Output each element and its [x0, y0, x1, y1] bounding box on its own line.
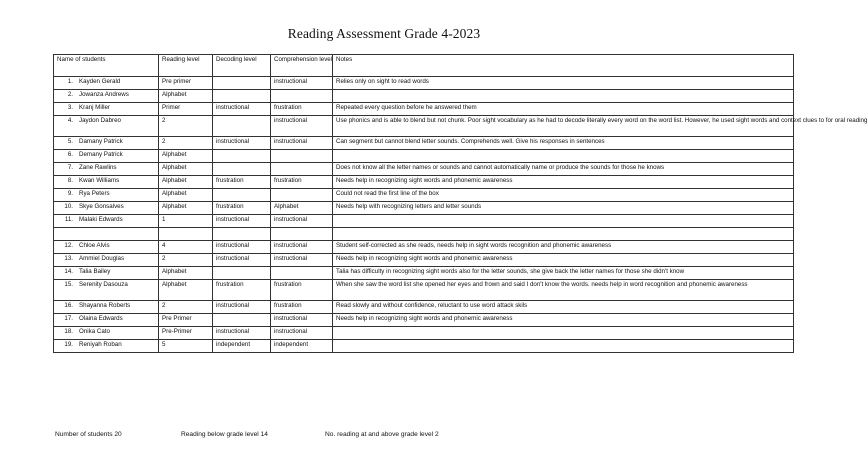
- row-number: 4.: [67, 117, 73, 124]
- student-name-cell: [54, 189, 159, 202]
- header-notes: Notes: [333, 55, 794, 77]
- row-number: 11.: [64, 216, 73, 223]
- student-name-cell: [54, 228, 159, 241]
- notes-cell: Read slowly and without confidence, reluctant to use word attack skils: [333, 301, 794, 314]
- decoding-level-cell: [213, 228, 271, 241]
- comprehension-level-cell: instructional: [271, 116, 333, 137]
- notes-cell: Could not read the first line of the box: [333, 189, 794, 202]
- decoding-level-cell: instructional: [213, 254, 271, 267]
- reading-level-cell: 4: [159, 241, 213, 254]
- notes-cell: Does not know all the letter names or sounds and cannot automatically name or produce the sounds for those he knows: [333, 163, 794, 176]
- row-number: 5.: [67, 138, 73, 145]
- student-name: Zane Rawlins: [79, 164, 117, 171]
- table-row: [54, 254, 794, 267]
- decoding-level-cell: [213, 189, 271, 202]
- header-reading-level: Reading level: [159, 55, 213, 77]
- student-name-cell: [54, 77, 159, 90]
- student-name: Kwan Williams: [79, 177, 120, 184]
- reading-level-cell: 5: [159, 340, 213, 353]
- table-row: [54, 215, 794, 228]
- notes-cell: Needs help in recognizing sight words and phonemic awareness: [333, 254, 794, 267]
- student-name: Skye Gonsalves: [79, 203, 124, 210]
- student-name: Onika Cato: [79, 328, 110, 335]
- student-name-cell: [54, 301, 159, 314]
- student-name: Damany Patrick: [79, 138, 123, 145]
- decoding-level-cell: [213, 77, 271, 90]
- table-row: [54, 150, 794, 163]
- notes-cell: Repeated every question before he answered them: [333, 103, 794, 116]
- comprehension-level-cell: [271, 150, 333, 163]
- table-row: [54, 314, 794, 327]
- row-number: 12.: [64, 242, 73, 249]
- row-number: 15.: [64, 281, 73, 288]
- student-name-cell: [54, 314, 159, 327]
- reading-level-cell: Alphabet: [159, 150, 213, 163]
- row-number: 17.: [64, 315, 73, 322]
- comprehension-level-cell: instructional: [271, 137, 333, 150]
- student-name: Ammiel Douglas: [79, 255, 125, 262]
- decoding-level-cell: [213, 267, 271, 280]
- table-row: [54, 103, 794, 116]
- row-number: 3.: [67, 104, 73, 111]
- student-name: Malaki Edwards: [79, 216, 123, 223]
- comprehension-level-cell: frustration: [271, 176, 333, 189]
- notes-cell: Can segment but cannot blend letter sounds. Comprehends well. Give his responses in sentences: [333, 137, 794, 150]
- comprehension-level-cell: instructional: [271, 314, 333, 327]
- reading-level-cell: Alphabet: [159, 202, 213, 215]
- row-number: 16.: [64, 302, 73, 309]
- student-name-cell: [54, 215, 159, 228]
- decoding-level-cell: frustration: [213, 202, 271, 215]
- student-name-cell: [54, 202, 159, 215]
- notes-cell: [333, 90, 794, 103]
- student-name-cell: [54, 116, 159, 137]
- student-name: Jaydon Dabreo: [79, 117, 121, 124]
- comprehension-level-cell: instructional: [271, 241, 333, 254]
- decoding-level-cell: frustration: [213, 280, 271, 301]
- notes-cell: When she saw the word list she opened her eyes and frown and said I don't know the words. needs help in word recognition and phonemic awareness: [333, 280, 794, 301]
- comprehension-level-cell: frustration: [271, 301, 333, 314]
- notes-cell: [333, 150, 794, 163]
- row-number: 19.: [64, 341, 73, 348]
- row-number: 1.: [67, 78, 73, 85]
- reading-level-cell: 2: [159, 137, 213, 150]
- decoding-level-cell: [213, 314, 271, 327]
- reading-level-cell: [159, 228, 213, 241]
- reading-level-cell: Pre-Primer: [159, 327, 213, 340]
- reading-level-cell: 2: [159, 301, 213, 314]
- table-row: [54, 280, 794, 301]
- comprehension-level-cell: frustration: [271, 280, 333, 301]
- header-comprehension-level: Comprehension level: [271, 55, 333, 77]
- reading-level-cell: Alphabet: [159, 90, 213, 103]
- row-number: 8.: [67, 177, 73, 184]
- table-row: [54, 90, 794, 103]
- student-name: Rya Peters: [79, 190, 110, 197]
- decoding-level-cell: frustration: [213, 176, 271, 189]
- row-number: 2.: [67, 91, 73, 98]
- table-row: [54, 163, 794, 176]
- student-name-cell: [54, 327, 159, 340]
- student-name-cell: [54, 103, 159, 116]
- document-title: Reading Assessment Grade 4-2023: [287, 26, 481, 41]
- comprehension-level-cell: [271, 189, 333, 202]
- student-name-cell: [54, 90, 159, 103]
- comprehension-level-cell: [271, 163, 333, 176]
- reading-level-cell: Alphabet: [159, 163, 213, 176]
- student-name-cell: [54, 176, 159, 189]
- reading-level-cell: Alphabet: [159, 189, 213, 202]
- student-name: Reniyah Roban: [79, 341, 122, 348]
- footer-student-count: Number of students 20: [55, 431, 122, 438]
- notes-cell: Relies only on sight to read words: [333, 77, 794, 90]
- table-header-row: [54, 55, 794, 77]
- table-row: [54, 340, 794, 353]
- notes-cell: Needs help with recognizing letters and letter sounds: [333, 202, 794, 215]
- decoding-level-cell: [213, 150, 271, 163]
- assessment-table: [53, 54, 867, 353]
- student-name: Jowanza Andrews: [79, 91, 129, 98]
- decoding-level-cell: [213, 90, 271, 103]
- decoding-level-cell: instructional: [213, 103, 271, 116]
- reading-level-cell: Alphabet: [159, 267, 213, 280]
- notes-cell: Needs help in recognizing sight words and phonemic awareness: [333, 176, 794, 189]
- row-number: 6.: [67, 151, 73, 158]
- student-name-cell: [54, 280, 159, 301]
- notes-cell: [333, 340, 794, 353]
- student-name: Chloe Alvis: [79, 242, 110, 249]
- student-name: Serenity Dasouza: [79, 281, 128, 288]
- comprehension-level-cell: instructional: [271, 215, 333, 228]
- notes-cell: Student self-corrected as she reads, needs help in sight words recognition and phonemic awareness: [333, 241, 794, 254]
- student-name: Demany Patrick: [79, 151, 123, 158]
- row-number: 7.: [67, 164, 73, 171]
- decoding-level-cell: independent: [213, 340, 271, 353]
- table-row: [54, 176, 794, 189]
- decoding-level-cell: instructional: [213, 301, 271, 314]
- notes-cell: [333, 215, 794, 228]
- student-name-cell: [54, 267, 159, 280]
- comprehension-level-cell: [271, 90, 333, 103]
- comprehension-level-cell: instructional: [271, 254, 333, 267]
- row-number: 9.: [67, 190, 73, 197]
- notes-cell: [333, 228, 794, 241]
- table-row: [54, 241, 794, 254]
- reading-level-cell: Pre primer: [159, 77, 213, 90]
- header-decoding-level: Decoding level: [213, 55, 271, 77]
- table-row: [54, 189, 794, 202]
- table-row: [54, 267, 794, 280]
- comprehension-level-cell: frustration: [271, 103, 333, 116]
- student-name-cell: [54, 254, 159, 267]
- student-name: Olaina Edwards: [79, 315, 123, 322]
- student-name-cell: [54, 137, 159, 150]
- notes-cell: Needs help in recognizing sight words and phonemic awareness: [333, 314, 794, 327]
- header-name: Name of students: [54, 55, 159, 77]
- student-name: Kayden Gerald: [79, 78, 121, 85]
- decoding-level-cell: instructional: [213, 137, 271, 150]
- comprehension-level-cell: [271, 267, 333, 280]
- table-row: [54, 116, 794, 137]
- student-name-cell: [54, 241, 159, 254]
- student-name: Kranj Miller: [79, 104, 110, 111]
- decoding-level-cell: [213, 116, 271, 137]
- row-number: 18.: [64, 328, 73, 335]
- table-row: [54, 137, 794, 150]
- comprehension-level-cell: independent: [271, 340, 333, 353]
- student-name: Shayanna Roberts: [79, 302, 131, 309]
- decoding-level-cell: instructional: [213, 215, 271, 228]
- notes-cell: [333, 327, 794, 340]
- reading-level-cell: 1: [159, 215, 213, 228]
- student-name-cell: [54, 150, 159, 163]
- reading-level-cell: Pre Primer: [159, 314, 213, 327]
- notes-cell: Use phonics and is able to blend but not chunk. Poor sight vocabulary as he had to decode literally every word on the word list. However, he used sight words and context clues to for oral reading: [333, 116, 794, 137]
- reading-level-cell: Alphabet: [159, 280, 213, 301]
- table-row: [54, 202, 794, 215]
- table-row: [54, 301, 794, 314]
- row-number: 14.: [64, 268, 73, 275]
- decoding-level-cell: [213, 163, 271, 176]
- notes-cell: Talia has difficulty in recognizing sight words also for the letter sounds, she give back the letter names for those she didn't know: [333, 267, 794, 280]
- student-name-cell: [54, 340, 159, 353]
- reading-level-cell: 2: [159, 116, 213, 137]
- student-name-cell: [54, 163, 159, 176]
- reading-level-cell: 2: [159, 254, 213, 267]
- table-row: [54, 77, 794, 90]
- comprehension-level-cell: Alphabet: [271, 202, 333, 215]
- decoding-level-cell: instructional: [213, 241, 271, 254]
- row-number: 13.: [64, 255, 73, 262]
- reading-level-cell: Primer: [159, 103, 213, 116]
- student-name: Talia Bailey: [79, 268, 111, 275]
- comprehension-level-cell: [271, 228, 333, 241]
- table-row: [54, 327, 794, 340]
- table-row: [54, 228, 794, 241]
- footer-above-grade: No. reading at and above grade level 2: [325, 431, 439, 438]
- decoding-level-cell: instructional: [213, 327, 271, 340]
- comprehension-level-cell: instructional: [271, 77, 333, 90]
- reading-level-cell: Alphabet: [159, 176, 213, 189]
- comprehension-level-cell: instructional: [271, 327, 333, 340]
- footer-below-grade: Reading below grade level 14: [181, 431, 268, 438]
- row-number: 10.: [64, 203, 73, 210]
